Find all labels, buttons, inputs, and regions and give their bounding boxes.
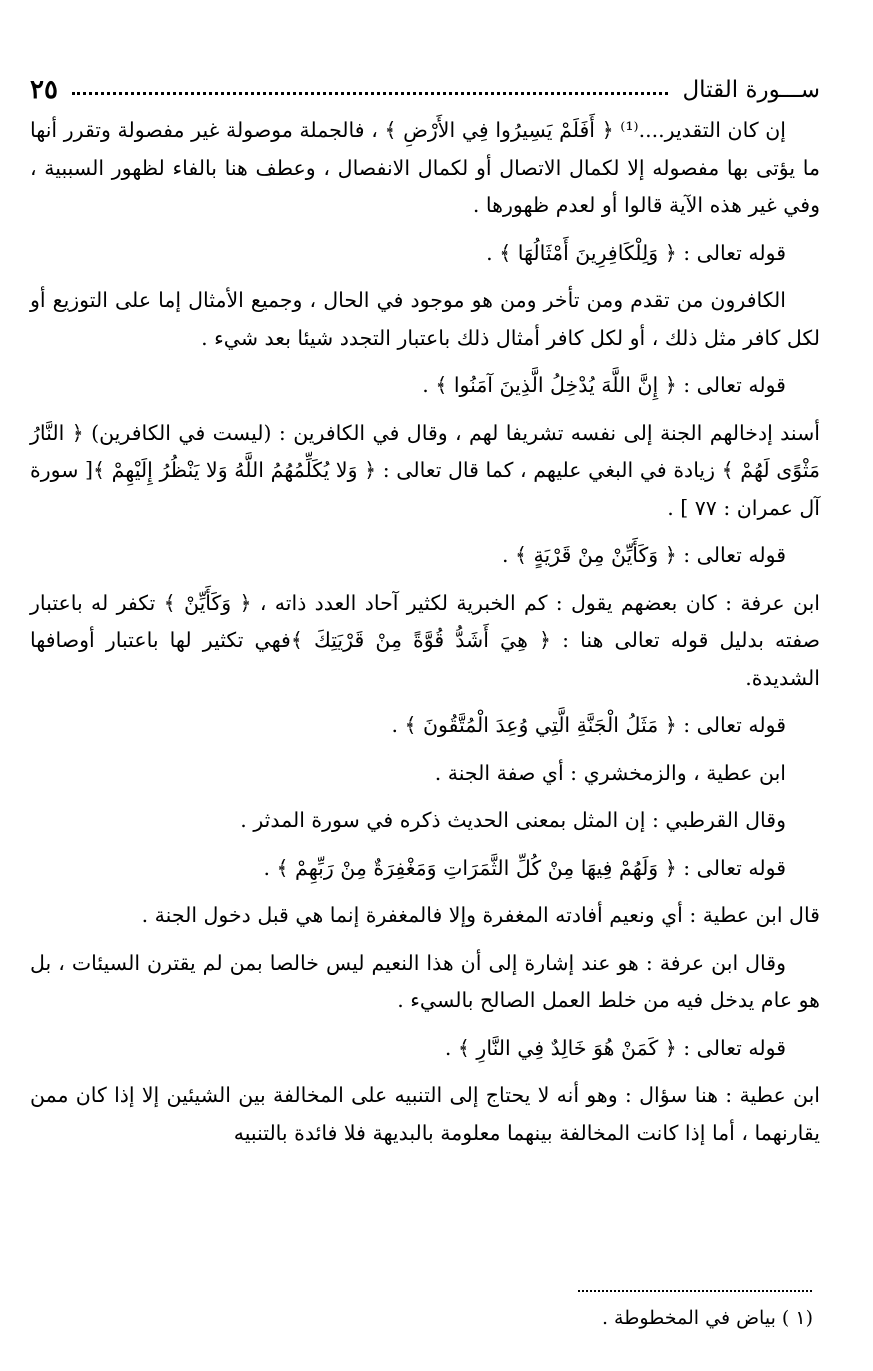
- paragraph: قوله تعالى : ﴿ كَمَنْ هُوَ خَالِدٌ فِي النَّارِ ﴾ .: [444, 1035, 786, 1060]
- footnote: (١ ) بياض في المخطوطة .: [601, 1307, 813, 1329]
- footnote-separator: [578, 1290, 812, 1292]
- paragraph: وقال ابن عرفة : هو عند إشارة إلى أن هذا النعيم ليس خالصا بمن لم يقترن السيئات ، بل هو عام يدخل فيه من خلط العمل الصالح بالسيء .: [30, 950, 820, 1012]
- paragraph: أسند إدخالهم الجنة إلى نفسه تشريفا لهم ، وقال في الكافرين : (ليست في الكافرين) ﴿ النَّارُ مَثْوًى لَهُمْ ﴾ زيادة في البغي عليهم ، كما قال تعالى : ﴿ وَلا يُكَلِّمُهُمُ اللَّهُ وَلا يَنْظُرُ إِلَيْهِمْ ﴾[ سورة آل عمران : ٧٧ ] .: [30, 420, 820, 520]
- paragraph: ابن عطية ، والزمخشري : أي صفة الجنة .: [434, 760, 786, 785]
- paragraph: قوله تعالى : ﴿ وَلَهُمْ فِيهَا مِنْ كُلِّ الثَّمَرَاتِ وَمَغْفِرَةٌ مِنْ رَبِّهِمْ ﴾ .: [263, 855, 786, 880]
- paragraph: وقال القرطبي : إن المثل بمعنى الحديث ذكره في سورة المدثر .: [240, 808, 786, 832]
- paragraph: قوله تعالى : ﴿ مَثَلُ الْجَنَّةِ الَّتِي وُعِدَ الْمُتَّقُونَ ﴾ .: [391, 713, 786, 737]
- paragraph: إن كان التقدير....⁽¹⁾ ﴿ أَفَلَمْ يَسِيرُوا فِي الأَرْضِ ﴾ ، فالجملة موصولة غير مفصولة وتقرر أنها ما يؤتى بها مفصوله إلا لكمال الاتصال أو لكمال الانفصال ، وعطف هنا بالفاء لظهور السببية ، وفي غير هذه الآية قالوا أو لعدم ظهورها .: [30, 118, 820, 217]
- paragraph: قوله تعالى : ﴿ وَكَأَيِّنْ مِنْ قَرْيَةٍ ﴾ .: [502, 543, 786, 567]
- page-body: [30, 112, 820, 1162]
- paragraph: ابن عرفة : كان بعضهم يقول : كم الخبرية لكثير آحاد العدد ذاته ، ﴿ وَكَأَيِّنْ ﴾ تكفر له باعتبار صفته بدليل قوله تعالى هنا : ﴿ هِيَ أَشَدُّ قُوَّةً مِنْ قَرْيَتِكَ ﴾فهي تكثير لها باعتبار أوصافها الشديدة.: [30, 590, 820, 690]
- paragraph: قوله تعالى : ﴿ إِنَّ اللَّهَ يُدْخِلُ الَّذِينَ آمَنُوا ﴾ .: [422, 373, 786, 397]
- paragraph: ابن عطية : هنا سؤال : وهو أنه لا يحتاج إلى التنبيه على المخالفة بين الشيئين إلا إذا كان ممن يقارنهما ، أما إذا كانت المخالفة بينهما معلومة بالبديهة فلا فائدة بالتنبيه: [30, 1083, 820, 1145]
- paragraph: قال ابن عطية : أي ونعيم أفادته المغفرة وإلا فالمغفرة إنما هي قبل دخول الجنة .: [141, 903, 820, 927]
- running-header: [30, 70, 820, 110]
- sura-title: ســـورة القتال: [682, 77, 820, 103]
- paragraph: الكافرون من تقدم ومن تأخر ومن هو موجود في الحال ، وجميع الأمثال إما على التوزيع أو لكل كافر مثل ذلك ، أو لكل كافر أمثال ذلك باعتبار التجدد شيئا بعد شيء .: [30, 288, 820, 350]
- header-dotted-leader: [72, 92, 669, 95]
- page-number: ٢٥: [30, 75, 58, 105]
- paragraph: قوله تعالى : ﴿ وَلِلْكَافِرِينَ أَمْثَالُهَا ﴾ .: [486, 240, 786, 265]
